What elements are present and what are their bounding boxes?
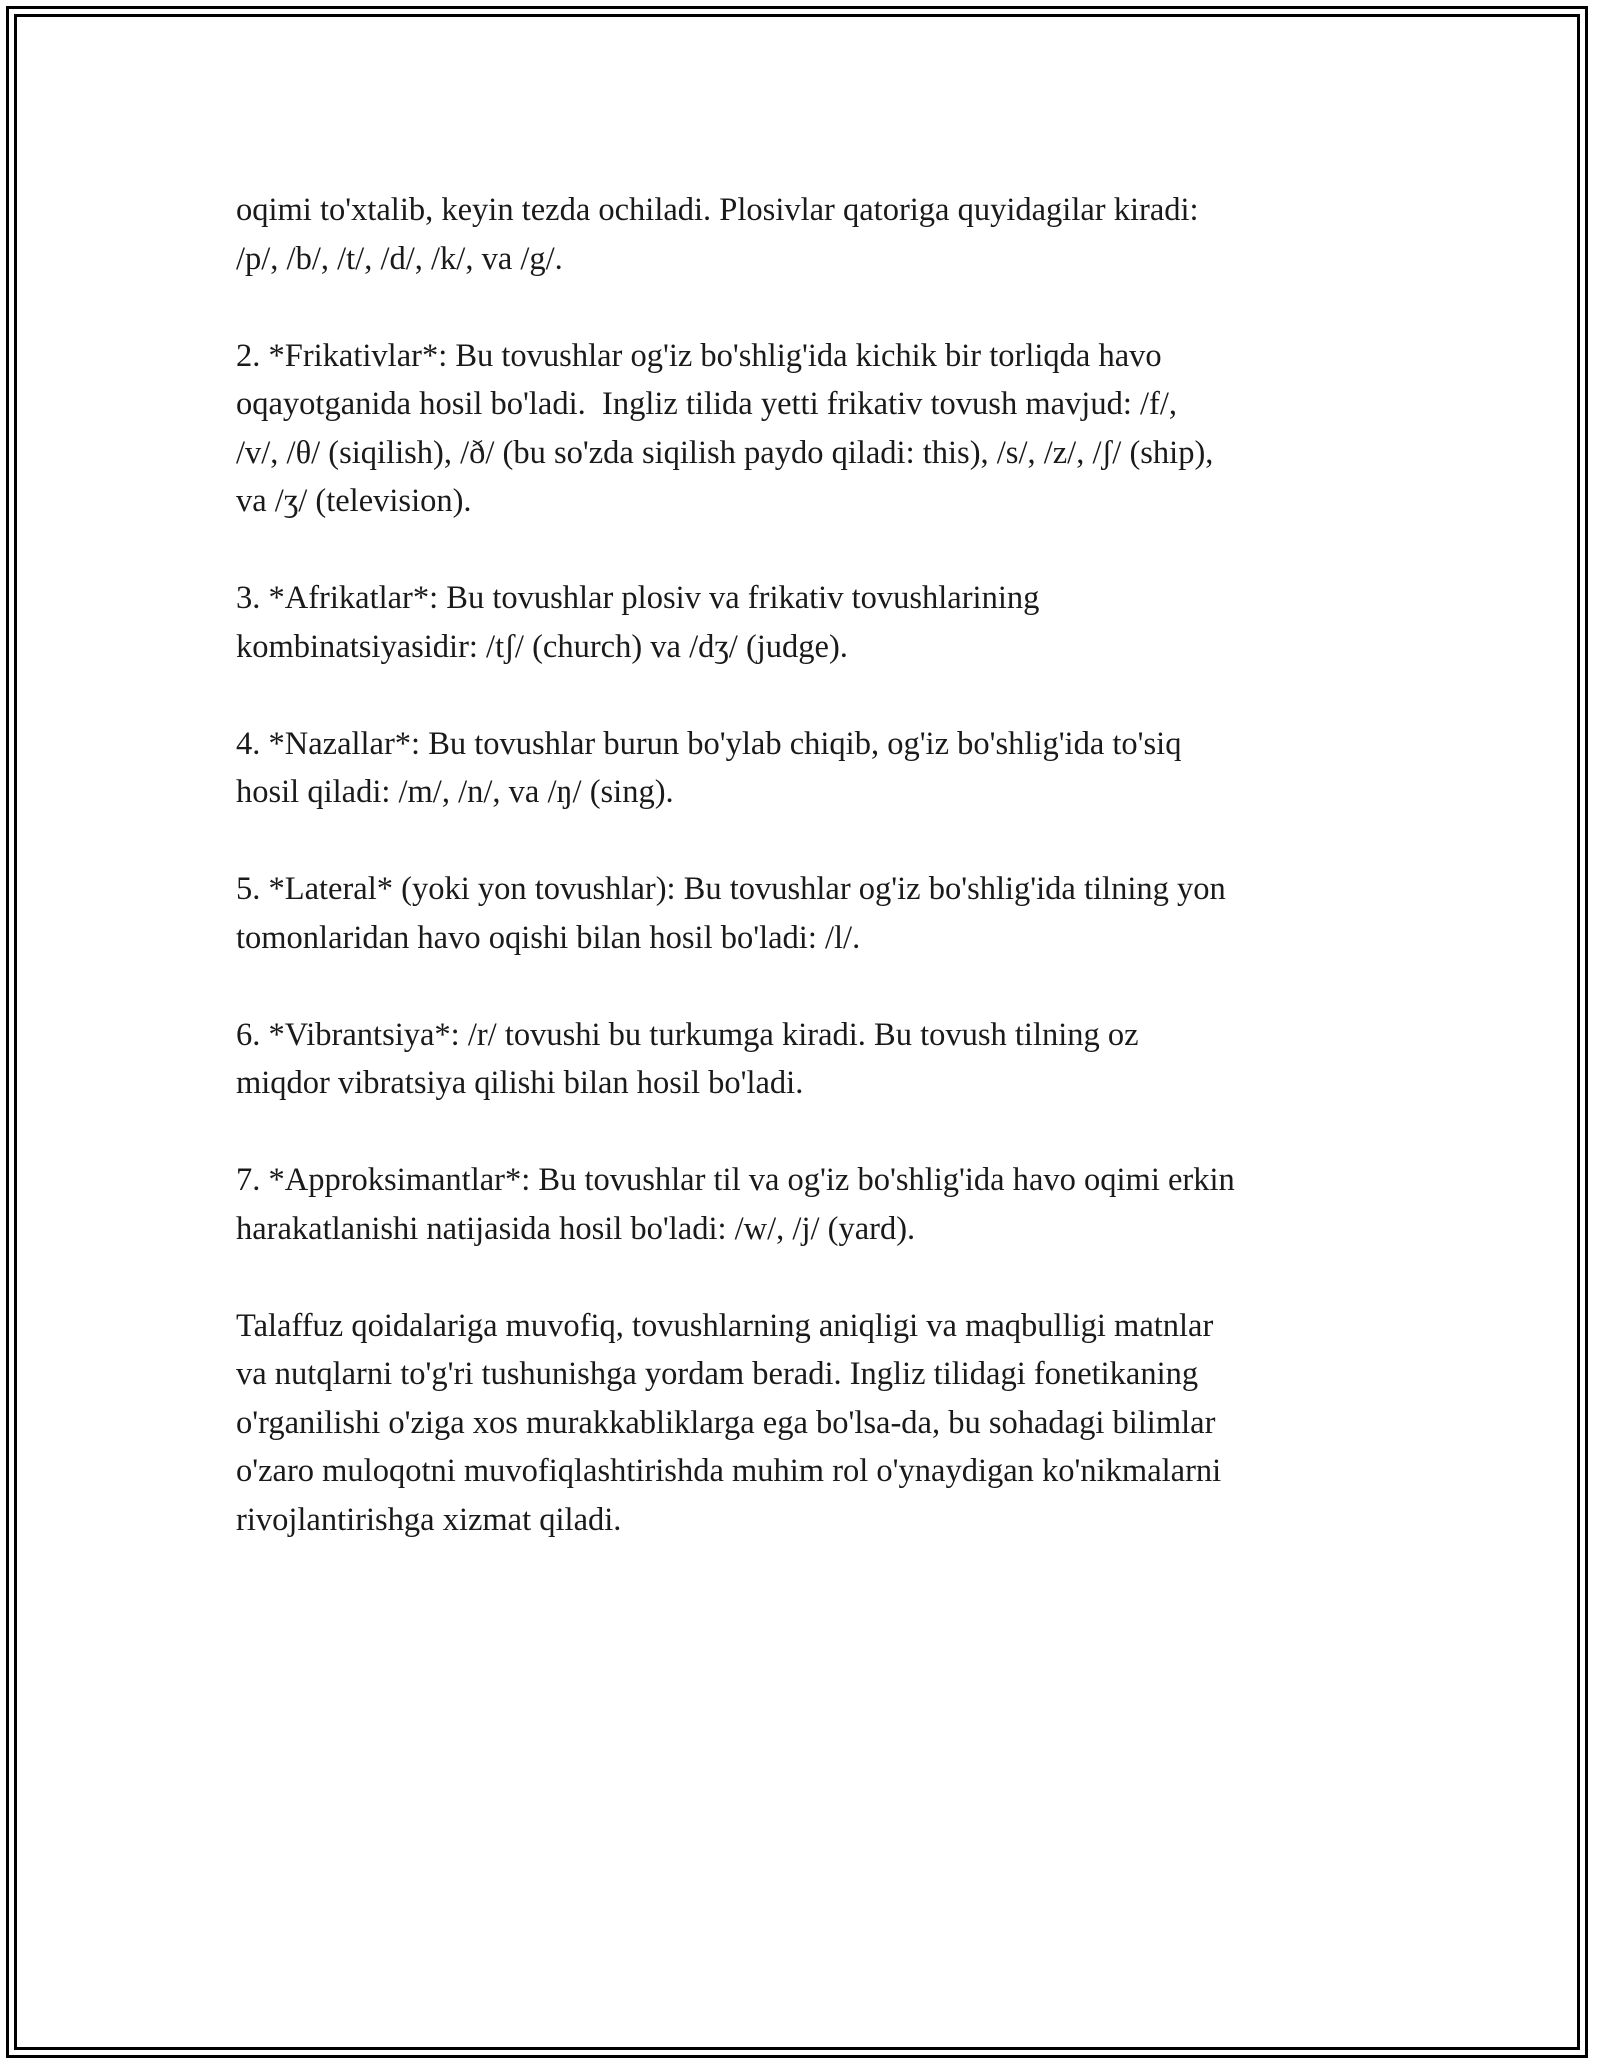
paragraph-lateral: 5. *Lateral* (yoki yon tovushlar): Bu tovushlar og'iz bo'shlig'ida tilning yon tomonlaridan havo oqishi bilan hosil bo'ladi: /l/. [236, 871, 1226, 956]
paragraph-plosives-continuation: oqimi to'xtalib, keyin tezda ochiladi. Plosivlar qatoriga quyidagilar kiradi: /p/, /b/, /t/, /d/, /k/, va /g/. [236, 192, 1199, 277]
document-body [236, 186, 1386, 1544]
paragraph-vibrant: 6. *Vibrantsiya*: /r/ tovushi bu turkumga kiradi. Bu tovush tilning oz miqdor vibratsiya qilishi bilan hosil bo'ladi. [236, 1016, 1139, 1101]
paragraph-approximants: 7. *Approksimantlar*: Bu tovushlar til va og'iz bo'shlig'ida havo oqimi erkin harakatlanishi natijasida hosil bo'ladi: /w/, /j/ (yard). [236, 1162, 1235, 1247]
paragraph-fricatives: 2. *Frikativlar*: Bu tovushlar og'iz bo'shlig'ida kichik bir torliqda havo oqayotganida hosil bo'ladi. Ingliz tilida yetti frikativ tovush mavjud: /f/, /v/, /θ/ (siqilish), /ð/ (bu so'zda siqilish paydo qiladi: this), /s/, /z/, /ʃ/ (ship), va /ʒ/ (television). [236, 337, 1214, 519]
paragraph-conclusion: Talaffuz qoidalariga muvofiq, tovushlarning aniqligi va maqbulligi matnlar va nutqlarni to'g'ri tushunishga yordam beradi. Ingliz tilidagi fonetikaning o'rganilishi o'ziga xos murakkabliklarga ega bo'lsa-da, bu sohadagi bilimlar o'zaro muloqotni muvofiqlashtirishda muhim rol o'ynaydigan ko'nikmalarni rivojlantirishga xizmat qiladi. [236, 1307, 1222, 1538]
paragraph-nasals: 4. *Nazallar*: Bu tovushlar burun bo'ylab chiqib, og'iz bo'shlig'ida to'siq hosil qiladi: /m/, /n/, va /ŋ/ (sing). [236, 725, 1182, 810]
paragraph-affricates: 3. *Afrikatlar*: Bu tovushlar plosiv va frikativ tovushlarining kombinatsiyasidir: /tʃ/ (church) va /dʒ/ (judge). [236, 580, 1040, 665]
